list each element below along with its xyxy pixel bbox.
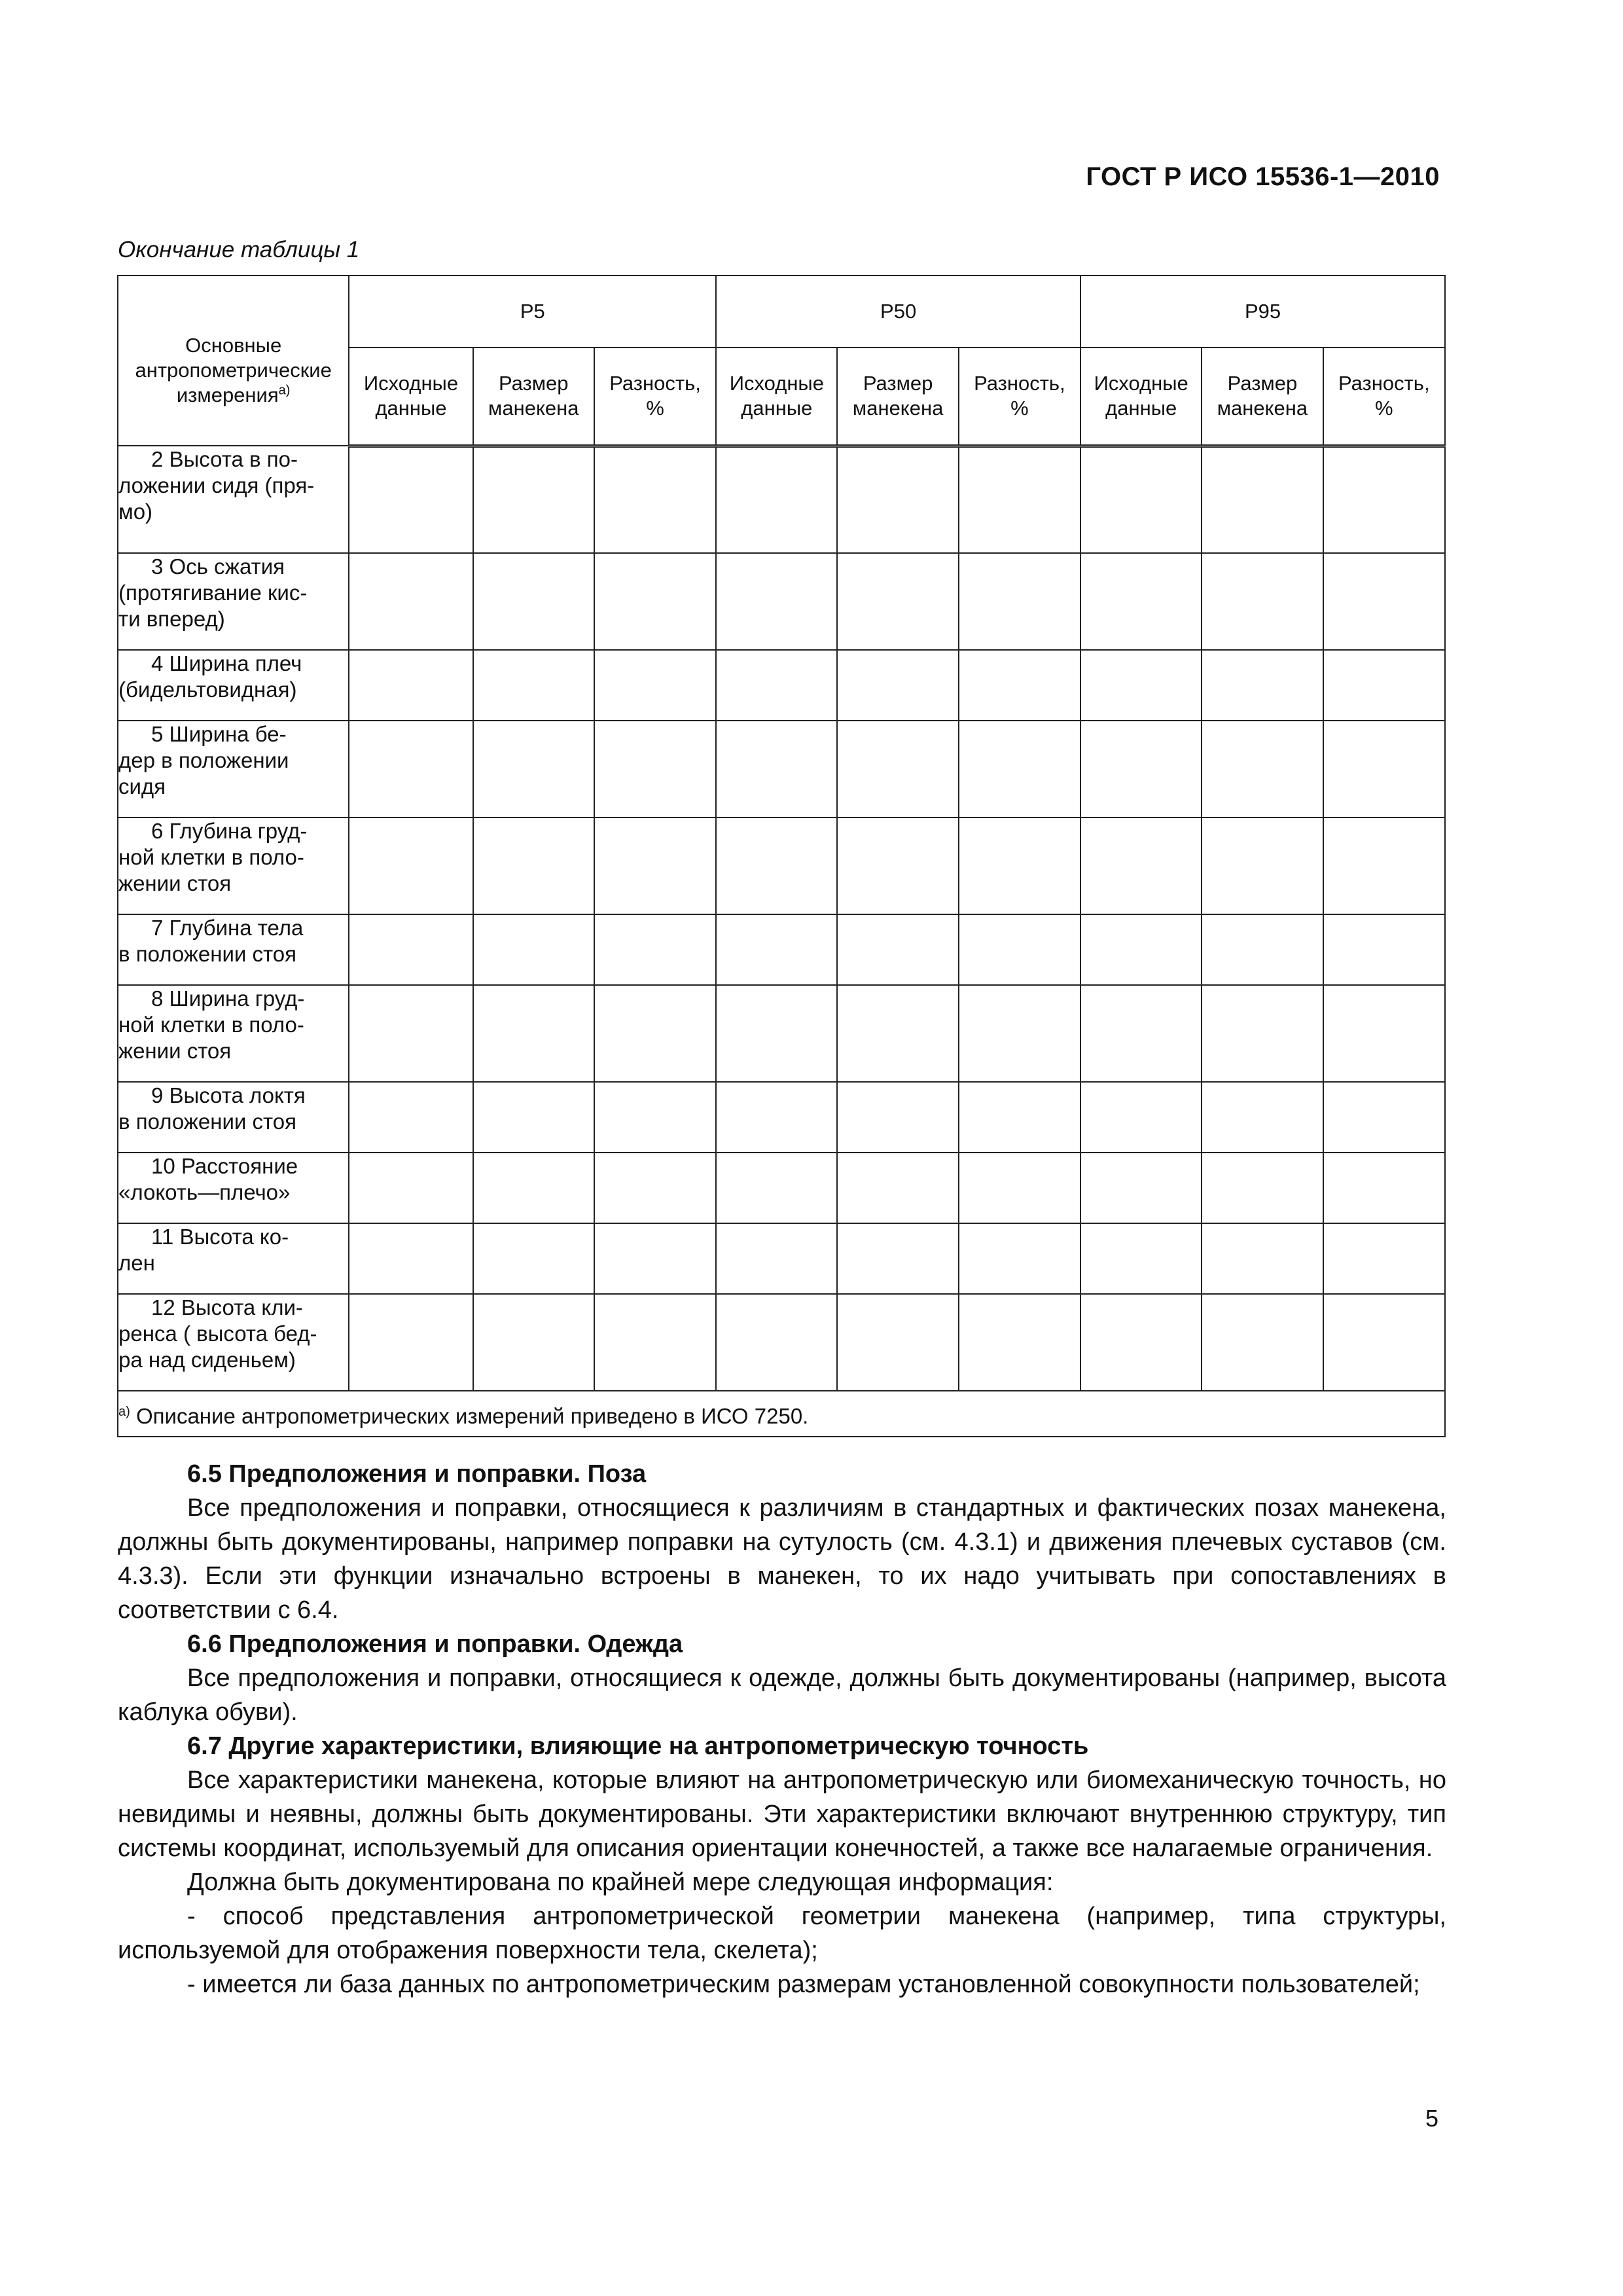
subcolumn-header: Разность, % bbox=[594, 348, 716, 446]
empty-value-cell bbox=[1202, 1294, 1323, 1391]
measurement-label: 12 Высота кли- ренса ( высота бед- ра над сиденьем) bbox=[118, 1294, 349, 1391]
empty-value-cell bbox=[473, 1294, 594, 1391]
empty-value-cell bbox=[1080, 1223, 1202, 1294]
empty-value-cell bbox=[349, 914, 473, 985]
table-row bbox=[118, 985, 1445, 1082]
table-row bbox=[118, 914, 1445, 985]
empty-value-cell bbox=[1080, 985, 1202, 1082]
empty-value-cell bbox=[1202, 1153, 1323, 1223]
empty-value-cell bbox=[716, 817, 837, 914]
document-code: ГОСТ Р ИСО 15536-1—2010 bbox=[1086, 162, 1440, 191]
subcolumn-header: Размер манекена bbox=[1202, 348, 1323, 446]
measurement-label: 4 Ширина плеч (бидельтовидная) bbox=[118, 650, 349, 721]
empty-value-cell bbox=[1202, 553, 1323, 650]
empty-value-cell bbox=[1080, 650, 1202, 721]
empty-value-cell bbox=[1323, 721, 1445, 817]
section-6-7-text-2: Должна быть документирована по крайней мере следующая информация: bbox=[187, 1869, 1054, 1896]
empty-value-cell bbox=[716, 553, 837, 650]
subcolumn-header: Исходные данные bbox=[349, 348, 473, 446]
empty-value-cell bbox=[1323, 1223, 1445, 1294]
empty-value-cell bbox=[594, 721, 716, 817]
table-row bbox=[118, 1294, 1445, 1391]
empty-value-cell bbox=[1323, 1082, 1445, 1153]
empty-value-cell bbox=[349, 1294, 473, 1391]
group-header: P95 bbox=[1080, 276, 1445, 348]
section-6-6-text: Все предположения и поправки, относящиеся к одежде, должны быть документированы (например, высота каблука обуви). bbox=[118, 1664, 1446, 1726]
table-row bbox=[118, 650, 1445, 721]
empty-value-cell bbox=[716, 985, 837, 1082]
empty-value-cell bbox=[837, 985, 958, 1082]
table-row bbox=[118, 446, 1445, 553]
measurement-label: 9 Высота локтя в положении стоя bbox=[118, 1082, 349, 1153]
body-text bbox=[118, 1457, 1446, 2001]
empty-value-cell bbox=[349, 650, 473, 721]
empty-value-cell bbox=[349, 1223, 473, 1294]
empty-value-cell bbox=[837, 1223, 958, 1294]
empty-value-cell bbox=[473, 985, 594, 1082]
empty-value-cell bbox=[959, 985, 1080, 1082]
empty-value-cell bbox=[959, 817, 1080, 914]
empty-value-cell bbox=[1323, 985, 1445, 1082]
empty-value-cell bbox=[716, 1082, 837, 1153]
empty-value-cell bbox=[1323, 650, 1445, 721]
empty-value-cell bbox=[837, 721, 958, 817]
empty-value-cell bbox=[716, 914, 837, 985]
table-row bbox=[118, 817, 1445, 914]
measurement-label: 11 Высота ко- лен bbox=[118, 1223, 349, 1294]
empty-value-cell bbox=[349, 553, 473, 650]
empty-value-cell bbox=[473, 1223, 594, 1294]
empty-value-cell bbox=[594, 985, 716, 1082]
empty-value-cell bbox=[1080, 553, 1202, 650]
empty-value-cell bbox=[594, 817, 716, 914]
empty-value-cell bbox=[1323, 817, 1445, 914]
section-6-5-heading: 6.5 Предположения и поправки. Поза bbox=[187, 1460, 647, 1488]
empty-value-cell bbox=[837, 817, 958, 914]
empty-value-cell bbox=[473, 446, 594, 553]
empty-value-cell bbox=[716, 446, 837, 553]
empty-value-cell bbox=[959, 553, 1080, 650]
empty-value-cell bbox=[473, 553, 594, 650]
empty-value-cell bbox=[1080, 1153, 1202, 1223]
empty-value-cell bbox=[837, 650, 958, 721]
empty-value-cell bbox=[1202, 1223, 1323, 1294]
empty-value-cell bbox=[1202, 650, 1323, 721]
empty-value-cell bbox=[473, 650, 594, 721]
empty-value-cell bbox=[349, 817, 473, 914]
empty-value-cell bbox=[594, 553, 716, 650]
empty-value-cell bbox=[837, 446, 958, 553]
section-6-6-heading: 6.6 Предположения и поправки. Одежда bbox=[187, 1630, 683, 1658]
section-6-7-heading: 6.7 Другие характеристики, влияющие на антропометрическую точность bbox=[187, 1732, 1089, 1760]
empty-value-cell bbox=[716, 650, 837, 721]
empty-value-cell bbox=[1202, 1082, 1323, 1153]
empty-value-cell bbox=[1323, 914, 1445, 985]
subcolumn-header: Исходные данные bbox=[716, 348, 837, 446]
empty-value-cell bbox=[349, 446, 473, 553]
table-row bbox=[118, 1153, 1445, 1223]
section-6-7-text: Все характеристики манекена, которые влияют на антропометрическую или биомеханическую точность, но невидимы и неявны, должны быть документированы. Эти характеристики включают внутреннюю структуру, тип системы координат, используемый для описания ориентации конечностей, а также все налагаемые ограничения. bbox=[118, 1767, 1446, 1862]
measurements-table bbox=[117, 275, 1446, 1437]
group-header: P50 bbox=[716, 276, 1080, 348]
table-footnote: $^{а)}$ Описание антропометрических измерений приведено в ИСО 7250. bbox=[118, 1391, 1445, 1437]
subcolumn-header: Разность, % bbox=[1323, 348, 1445, 446]
empty-value-cell bbox=[473, 817, 594, 914]
empty-value-cell bbox=[959, 1294, 1080, 1391]
corner-header bbox=[118, 276, 349, 446]
subcolumn-header: Размер манекена bbox=[837, 348, 958, 446]
empty-value-cell bbox=[1202, 985, 1323, 1082]
section-6-5-text: Все предположения и поправки, относящиеся к различиям в стандартных и фактических позах манекена, должны быть документированы, например поправки на сутулость (см. 4.3.1) и движения плечевых суставов (см. 4.3.3). Если эти функции изначально встроены в манекен, то их надо учитывать при сопоставлениях в соответствии с 6.4. bbox=[118, 1494, 1446, 1624]
empty-value-cell bbox=[594, 914, 716, 985]
empty-value-cell bbox=[837, 1082, 958, 1153]
table-caption: Окончание таблицы 1 bbox=[118, 237, 360, 262]
empty-value-cell bbox=[959, 446, 1080, 553]
empty-value-cell bbox=[959, 1153, 1080, 1223]
empty-value-cell bbox=[1080, 914, 1202, 985]
table-row bbox=[118, 1082, 1445, 1153]
measurement-label: 8 Ширина груд- ной клетки в поло- жении стоя bbox=[118, 985, 349, 1082]
table-row bbox=[118, 721, 1445, 817]
empty-value-cell bbox=[1323, 1153, 1445, 1223]
empty-value-cell bbox=[959, 650, 1080, 721]
measurement-label: 7 Глубина тела в положении стоя bbox=[118, 914, 349, 985]
list-item: - способ представления антропометрической геометрии манекена (например, типа структуры, используемой для отображения поверхности тела, скелета); bbox=[118, 1903, 1446, 1964]
empty-value-cell bbox=[594, 1223, 716, 1294]
measurement-label: 2 Высота в по- ложении сидя (пря- мо) bbox=[118, 446, 349, 553]
empty-value-cell bbox=[1080, 1082, 1202, 1153]
empty-value-cell bbox=[1080, 817, 1202, 914]
measurement-label: 5 Ширина бе- дер в положении сидя bbox=[118, 721, 349, 817]
group-header: P5 bbox=[349, 276, 716, 348]
list-item: - имеется ли база данных по антропометрическим размерам установленной совокупности пользователей; bbox=[187, 1971, 1420, 1998]
empty-value-cell bbox=[1202, 721, 1323, 817]
table-row bbox=[118, 1223, 1445, 1294]
empty-value-cell bbox=[837, 914, 958, 985]
empty-value-cell bbox=[1080, 446, 1202, 553]
empty-value-cell bbox=[837, 1153, 958, 1223]
empty-value-cell bbox=[594, 1153, 716, 1223]
empty-value-cell bbox=[1202, 446, 1323, 553]
empty-value-cell bbox=[959, 914, 1080, 985]
empty-value-cell bbox=[716, 1223, 837, 1294]
empty-value-cell bbox=[837, 1294, 958, 1391]
empty-value-cell bbox=[1323, 553, 1445, 650]
empty-value-cell bbox=[959, 1082, 1080, 1153]
empty-value-cell bbox=[473, 1153, 594, 1223]
empty-value-cell bbox=[594, 1082, 716, 1153]
empty-value-cell bbox=[959, 721, 1080, 817]
empty-value-cell bbox=[349, 1082, 473, 1153]
empty-value-cell bbox=[473, 914, 594, 985]
empty-value-cell bbox=[1080, 1294, 1202, 1391]
empty-value-cell bbox=[1323, 1294, 1445, 1391]
empty-value-cell bbox=[1202, 914, 1323, 985]
empty-value-cell bbox=[349, 1153, 473, 1223]
empty-value-cell bbox=[594, 446, 716, 553]
measurement-label: 3 Ось сжатия (протягивание кис- ти вперед) bbox=[118, 553, 349, 650]
empty-value-cell bbox=[1323, 446, 1445, 553]
empty-value-cell bbox=[594, 650, 716, 721]
subcolumn-header: Размер манекена bbox=[473, 348, 594, 446]
table-row bbox=[118, 553, 1445, 650]
subcolumn-header: Разность, % bbox=[959, 348, 1080, 446]
subcolumn-header: Исходные данные bbox=[1080, 348, 1202, 446]
page-number: 5 bbox=[1425, 2105, 1438, 2132]
empty-value-cell bbox=[716, 1153, 837, 1223]
measurement-label: 6 Глубина груд- ной клетки в поло- жении стоя bbox=[118, 817, 349, 914]
empty-value-cell bbox=[1080, 721, 1202, 817]
empty-value-cell bbox=[716, 1294, 837, 1391]
empty-value-cell bbox=[594, 1294, 716, 1391]
empty-value-cell bbox=[473, 1082, 594, 1153]
empty-value-cell bbox=[349, 721, 473, 817]
empty-value-cell bbox=[716, 721, 837, 817]
empty-value-cell bbox=[349, 985, 473, 1082]
empty-value-cell bbox=[959, 1223, 1080, 1294]
empty-value-cell bbox=[473, 721, 594, 817]
empty-value-cell bbox=[1202, 817, 1323, 914]
measurement-label: 10 Расстояние «локоть—плечо» bbox=[118, 1153, 349, 1223]
empty-value-cell bbox=[837, 553, 958, 650]
corner-header-label: Основные антропометрические измерения$^{а)}$ bbox=[135, 334, 332, 406]
